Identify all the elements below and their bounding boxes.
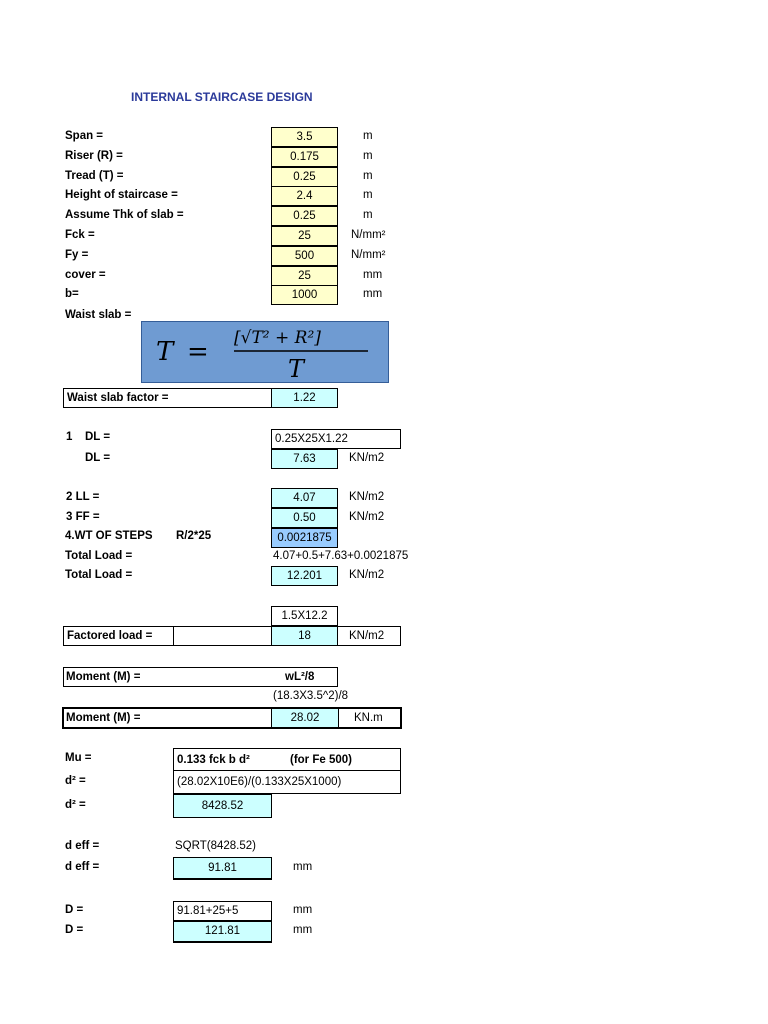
total-load-label-1: Total Load = [65, 550, 133, 562]
ll-value[interactable]: 4.07 [271, 488, 338, 508]
total-load-value[interactable]: 12.201 [271, 566, 338, 586]
deff-label-2: d eff = [65, 861, 100, 873]
input-label: Assume Thk of slab = [65, 209, 184, 221]
formula-graphic [142, 322, 390, 384]
input-label: Height of staircase = [65, 189, 178, 201]
input-label: Tread (T) = [65, 170, 124, 182]
moment-expression: (18.3X3.5^2)/8 [273, 690, 349, 702]
dl-value[interactable]: 7.63 [271, 449, 338, 469]
ff-value[interactable]: 0.50 [271, 508, 338, 528]
dl-label-1: DL = [85, 431, 111, 443]
d2-value[interactable]: 8428.52 [173, 794, 272, 818]
mu-note: (for Fe 500) [290, 754, 352, 766]
input-value[interactable]: 25 [271, 266, 338, 286]
d2-label-1: d² = [65, 775, 86, 787]
formula-numerator: [√T² + R²] [234, 328, 321, 348]
input-unit: m [363, 130, 373, 142]
input-unit: N/mm² [351, 249, 386, 261]
mu-label: Mu = [65, 752, 92, 764]
input-value[interactable]: 2.4 [271, 186, 338, 206]
input-value[interactable]: 500 [271, 246, 338, 266]
deff-expression: SQRT(8428.52) [175, 840, 256, 852]
input-label: b= [65, 288, 79, 300]
steps-label: 4.WT OF STEPS [65, 530, 153, 542]
input-label: Fy = [65, 249, 89, 261]
waist-slab-formula [141, 321, 389, 383]
page-title: INTERNAL STAIRCASE DESIGN [131, 90, 313, 104]
dl-unit: KN/m2 [349, 452, 385, 464]
ll-label: 2 LL = [66, 491, 100, 503]
dl-expression[interactable]: 0.25X25X1.22 [271, 429, 401, 449]
formula-eq: = [187, 337, 209, 367]
deff-label-1: d eff = [65, 840, 100, 852]
input-unit: m [363, 170, 373, 182]
mu-formula-cell [173, 748, 401, 771]
D-label-2: D = [65, 924, 84, 936]
input-unit: N/mm² [351, 229, 386, 241]
steps-formula: R/2*25 [176, 530, 212, 542]
input-value[interactable]: 0.25 [271, 167, 338, 187]
input-label: Span = [65, 130, 104, 142]
moment-unit: KN.m [354, 712, 383, 724]
input-label: Riser (R) = [65, 150, 123, 162]
formula-lhs: T [156, 337, 174, 367]
ff-unit: KN/m2 [349, 511, 385, 523]
input-unit: mm [363, 269, 383, 281]
D-unit-1: mm [293, 904, 313, 916]
factored-unit: KN/m2 [337, 626, 401, 646]
input-value[interactable]: 0.175 [271, 147, 338, 167]
dl-number: 1 [66, 431, 73, 443]
waist-factor-label: Waist slab factor = [63, 388, 272, 408]
input-value[interactable]: 25 [271, 226, 338, 246]
input-label: Fck = [65, 229, 95, 241]
factored-empty-cell[interactable] [173, 626, 272, 646]
d2-label-2: d² = [65, 799, 86, 811]
D-label-1: D = [65, 904, 84, 916]
mu-formula: 0.133 fck b d² [177, 754, 250, 766]
D-unit-2: mm [293, 924, 313, 936]
input-unit: m [363, 150, 373, 162]
ll-unit: KN/m2 [349, 491, 385, 503]
steps-value[interactable]: 0.0021875 [271, 528, 338, 548]
input-label: cover = [65, 269, 106, 281]
total-load-label-2: Total Load = [65, 569, 133, 581]
deff-value[interactable]: 91.81 [173, 857, 272, 880]
moment-formula: wL²/8 [285, 671, 315, 683]
moment-value[interactable]: 28.02 [271, 709, 339, 727]
dl-label-2: DL = [85, 452, 111, 464]
factored-expression[interactable]: 1.5X12.2 [271, 606, 338, 626]
formula-denominator: T [288, 355, 305, 383]
total-load-unit: KN/m2 [349, 569, 385, 581]
deff-unit: mm [293, 861, 313, 873]
waist-slab-label: Waist slab = [65, 309, 132, 321]
input-unit: mm [363, 288, 383, 300]
total-load-expression: 4.07+0.5+7.63+0.0021875 [273, 550, 409, 562]
input-value[interactable]: 3.5 [271, 127, 338, 147]
input-unit: m [363, 209, 373, 221]
factored-value[interactable]: 18 [271, 626, 338, 646]
moment-row-1 [63, 667, 338, 687]
moment-label-2: Moment (M) = [66, 712, 141, 724]
moment-row-2 [62, 707, 402, 729]
input-value[interactable]: 1000 [271, 285, 338, 305]
waist-factor-value[interactable]: 1.22 [271, 388, 338, 408]
input-value[interactable]: 0.25 [271, 206, 338, 226]
ff-label: 3 FF = [66, 511, 100, 523]
input-unit: m [363, 189, 373, 201]
d2-expression[interactable]: (28.02X10E6)/(0.133X25X1000) [173, 770, 401, 794]
D-expression[interactable]: 91.81+25+5 [173, 901, 272, 921]
D-value[interactable]: 121.81 [173, 921, 272, 943]
moment-label-1: Moment (M) = [66, 671, 141, 683]
factored-label: Factored load = [63, 626, 174, 646]
